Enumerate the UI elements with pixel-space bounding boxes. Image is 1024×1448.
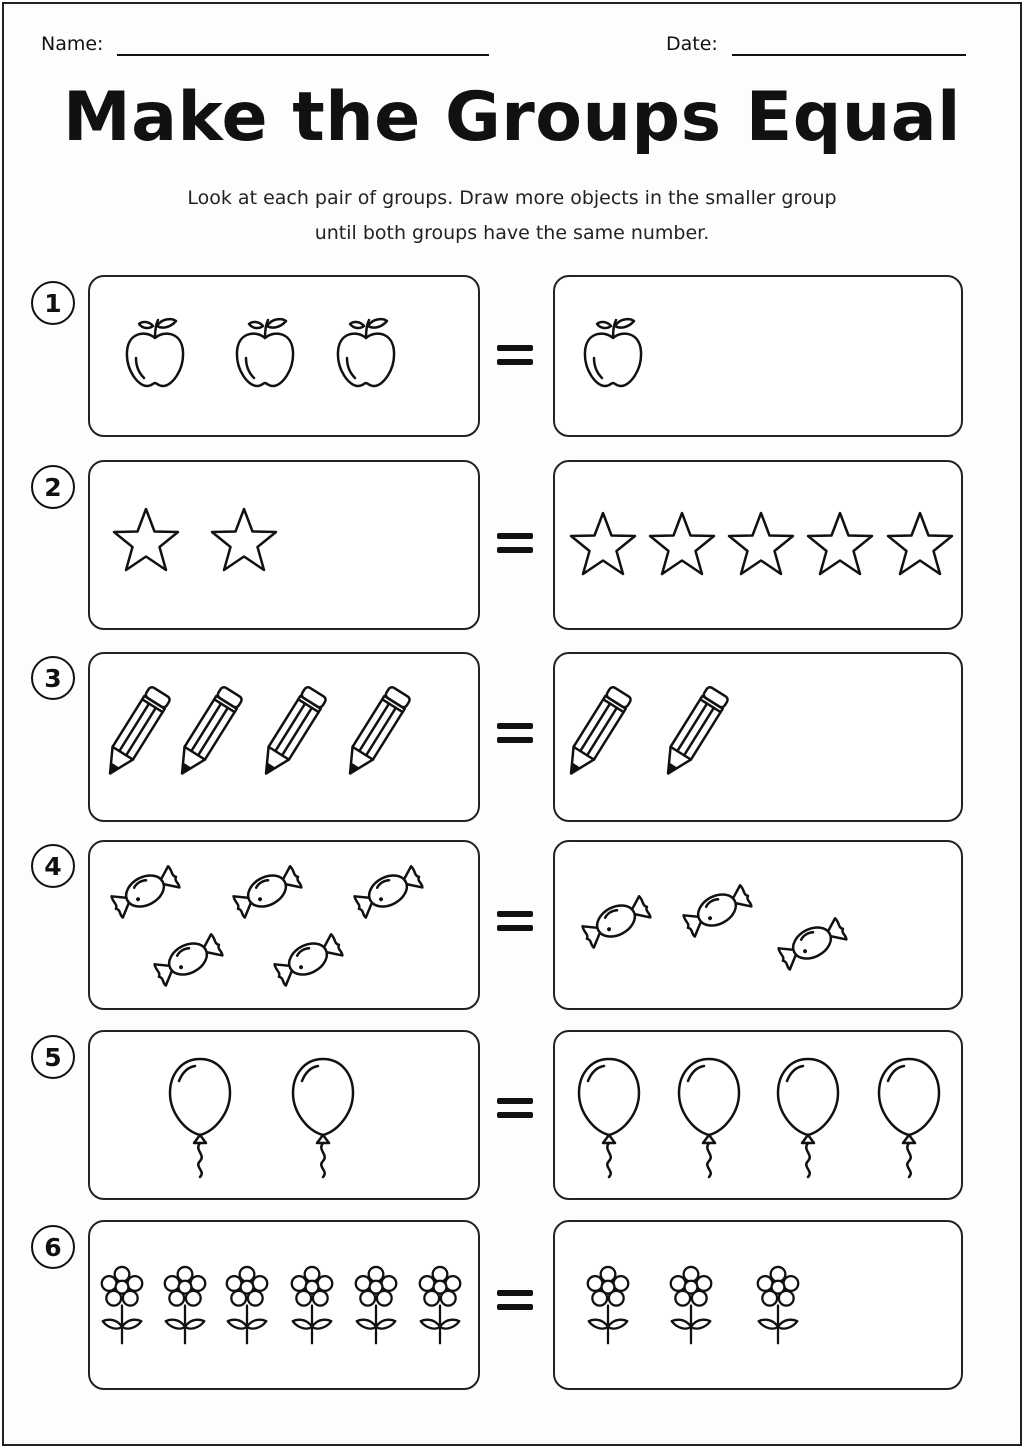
page-title: Make the Groups Equal: [63, 78, 961, 157]
equals-sign: [497, 1098, 533, 1118]
flower-icon: [668, 1266, 714, 1345]
pencil-icon: [173, 679, 243, 785]
apple-icon: [122, 316, 188, 390]
pencil-icon: [659, 679, 729, 785]
flower-icon: [99, 1266, 145, 1345]
candy-icon: [227, 860, 307, 922]
instructions-line-2: until both groups have the same number.: [314, 222, 710, 244]
balloon-icon: [676, 1055, 742, 1181]
equals-sign: [497, 911, 533, 931]
star-icon: [726, 510, 796, 580]
equals-sign: [497, 1290, 533, 1310]
flower-icon: [353, 1266, 399, 1345]
candy-icon: [576, 890, 656, 952]
star-icon: [111, 506, 181, 576]
balloon-icon: [775, 1055, 841, 1181]
candy-icon: [268, 928, 348, 990]
flower-icon: [162, 1266, 208, 1345]
flower-icon: [224, 1266, 270, 1345]
candy-icon: [677, 879, 757, 941]
balloon-icon: [290, 1055, 356, 1181]
balloon-icon: [167, 1055, 233, 1181]
star-icon: [568, 510, 638, 580]
apple-icon: [232, 316, 298, 390]
flower-icon: [585, 1266, 631, 1345]
problem-number: 5: [31, 1035, 75, 1079]
star-icon: [647, 510, 717, 580]
balloon-icon: [876, 1055, 942, 1181]
instructions-line-1: Look at each pair of groups. Draw more objects in the smaller group: [187, 187, 837, 209]
balloon-icon: [576, 1055, 642, 1181]
flower-icon: [289, 1266, 335, 1345]
pencil-icon: [257, 679, 327, 785]
pencil-icon: [562, 679, 632, 785]
problem-number: 4: [31, 844, 75, 888]
star-icon: [209, 506, 279, 576]
apple-icon: [333, 316, 399, 390]
problem-number: 2: [31, 465, 75, 509]
name-label: Name:: [41, 33, 104, 55]
candy-icon: [105, 860, 185, 922]
candy-icon: [348, 860, 428, 922]
candy-icon: [148, 928, 228, 990]
problem-number: 1: [31, 281, 75, 325]
flower-icon: [755, 1266, 801, 1345]
star-icon: [805, 510, 875, 580]
equals-sign: [497, 723, 533, 743]
name-line[interactable]: [117, 54, 489, 56]
problem-number: 3: [31, 656, 75, 700]
left-group-box: [88, 1030, 480, 1200]
star-icon: [885, 510, 955, 580]
flower-icon: [417, 1266, 463, 1345]
date-label: Date:: [666, 33, 718, 55]
date-line[interactable]: [732, 54, 966, 56]
problem-number: 6: [31, 1225, 75, 1269]
equals-sign: [497, 533, 533, 553]
equals-sign: [497, 345, 533, 365]
pencil-icon: [101, 679, 171, 785]
candy-icon: [772, 912, 852, 974]
apple-icon: [580, 316, 646, 390]
pencil-icon: [341, 679, 411, 785]
